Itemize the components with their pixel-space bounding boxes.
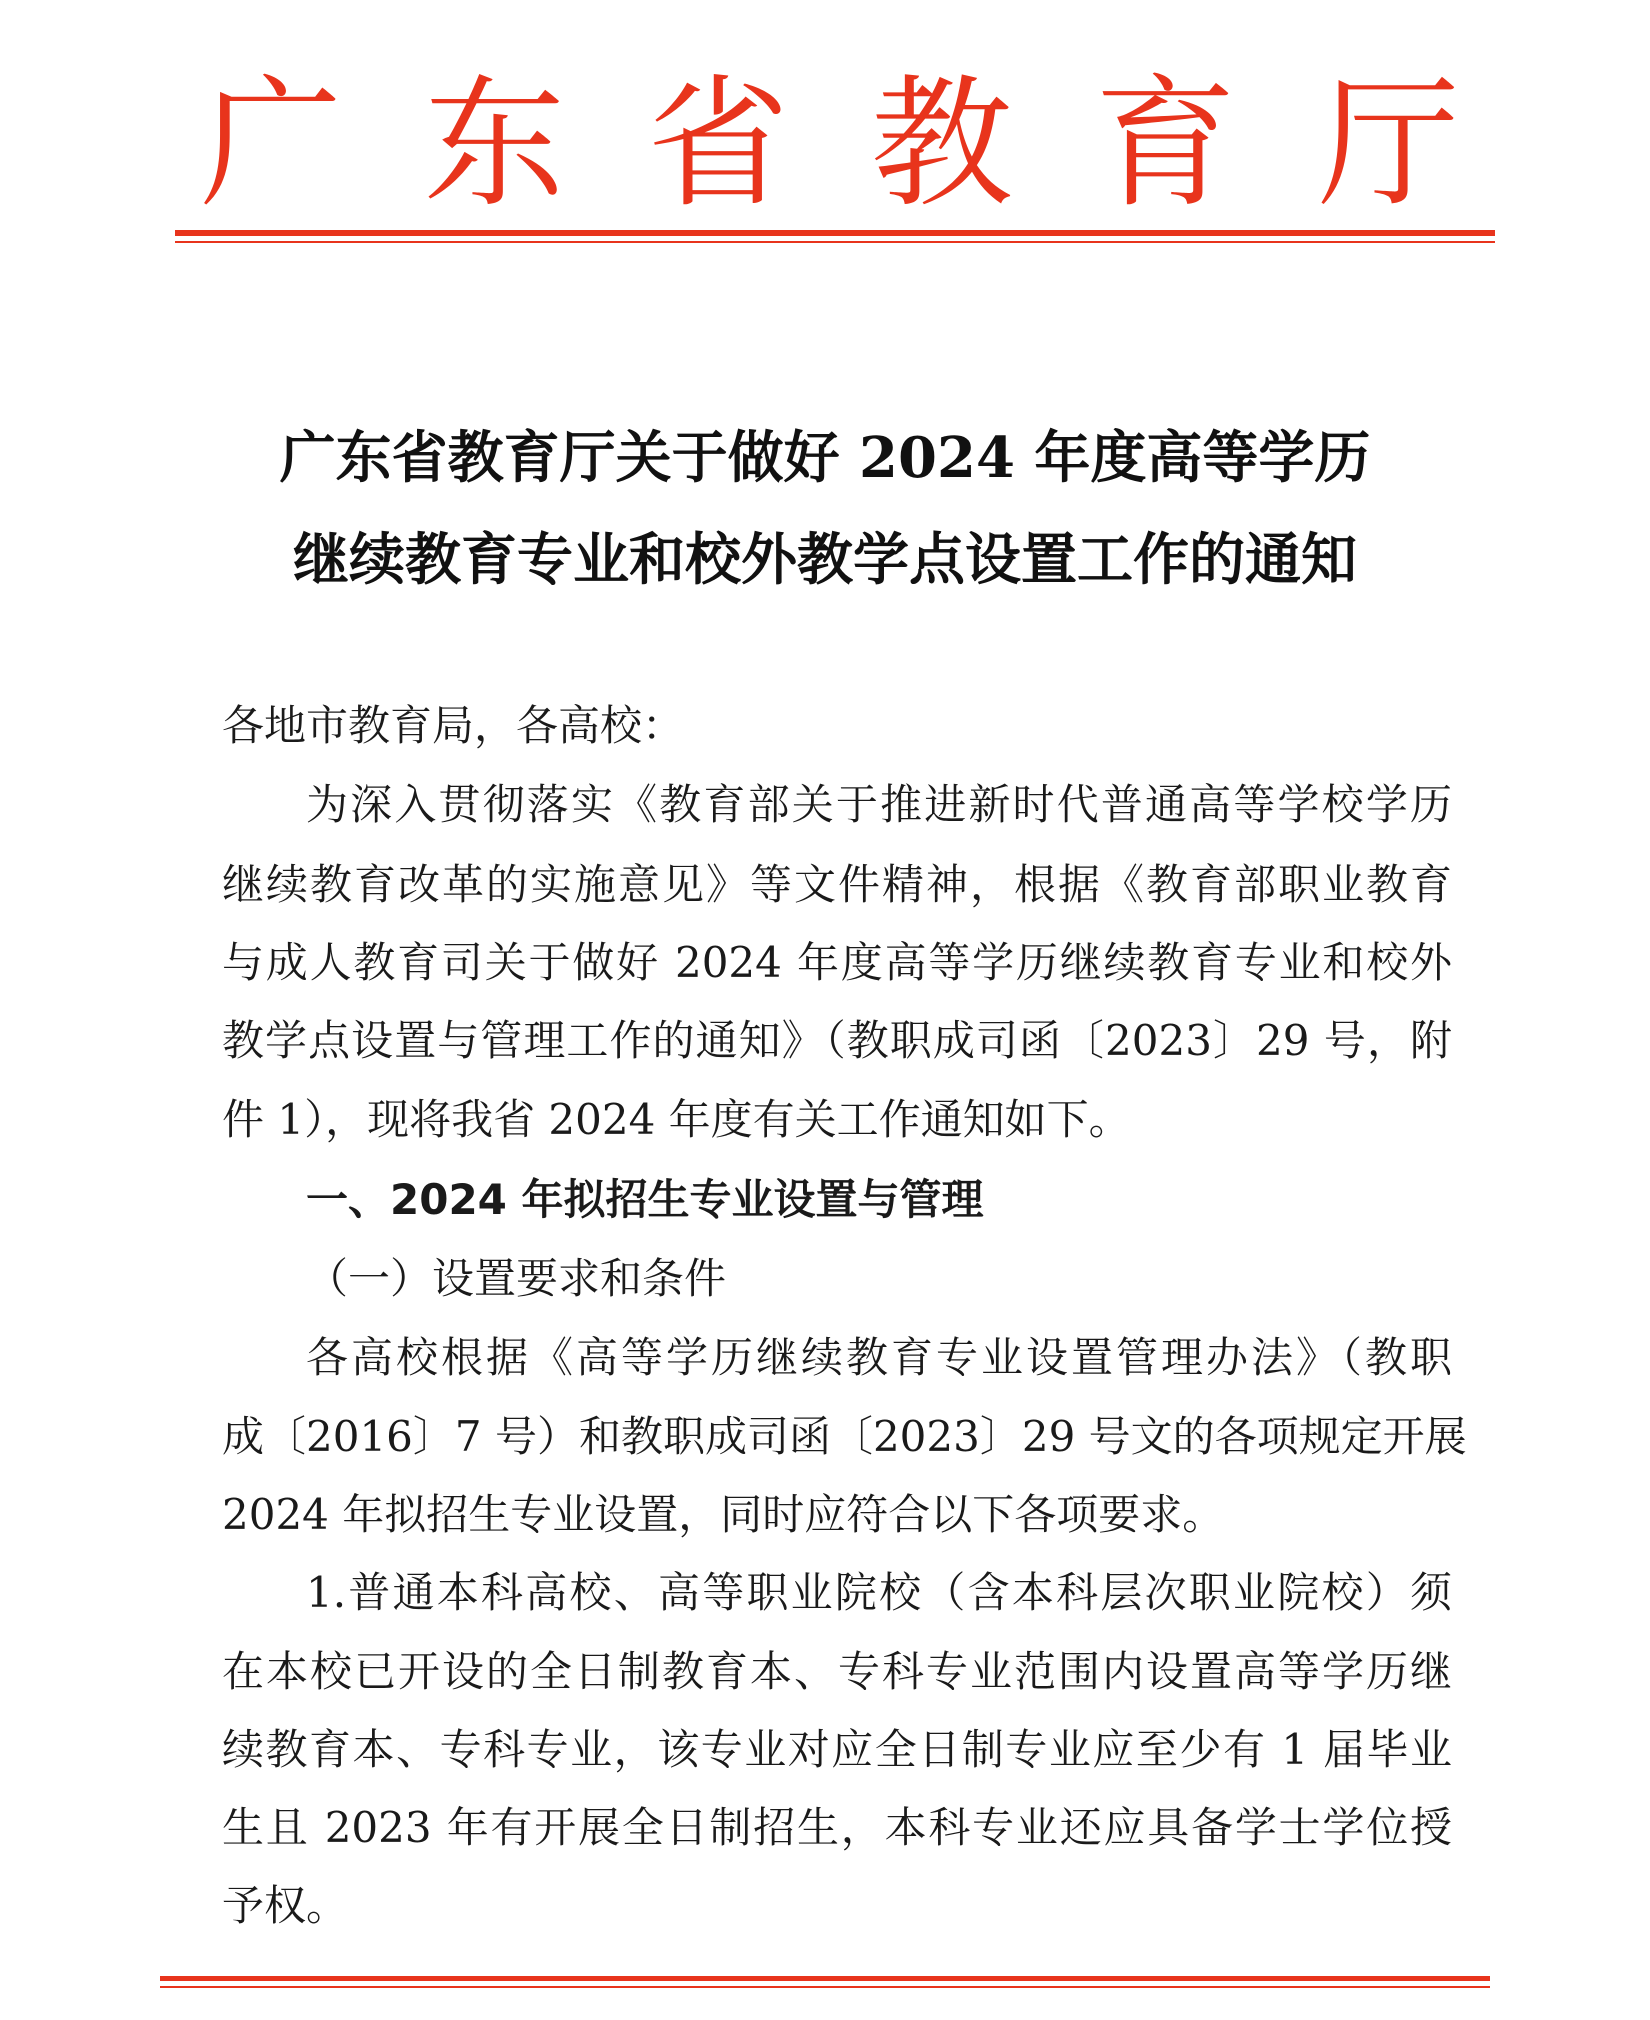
footer-rule-thick <box>160 1976 1490 1981</box>
letterhead <box>200 60 1460 230</box>
letterhead-char: 教 <box>870 62 1013 227</box>
paragraph-1-line: 为深入贯彻落实《教育部关于推进新时代普通高等学校学历 <box>306 780 1452 829</box>
paragraph-1-line: 与成人教育司关于做好 2024 年度高等学历继续教育专业和校外 <box>222 938 1452 987</box>
paragraph-2-line: 各高校根据《高等学历继续教育专业设置管理办法》（教职 <box>306 1333 1452 1382</box>
document-title-line-1: 广东省教育厅关于做好 2024 年度高等学历 <box>279 425 1371 491</box>
paragraph-1-line: 教学点设置与管理工作的通知》（教职成司函〔2023〕29 号，附 <box>222 1016 1452 1065</box>
letterhead-rule-thick <box>175 230 1495 236</box>
paragraph-1-line: 件 1），现将我省 2024 年度有关工作通知如下。 <box>222 1095 1131 1144</box>
paragraph-2-line: 成〔2016〕7 号）和教职成司函〔2023〕29 号文的各项规定开展 <box>222 1412 1467 1461</box>
letterhead-char: 厅 <box>1317 62 1460 227</box>
section-heading: 一、2024 年拟招生专业设置与管理 <box>306 1175 984 1224</box>
paragraph-3-line: 续教育本、专科专业，该专业对应全日制专业应至少有 1 届毕业 <box>222 1725 1452 1774</box>
letterhead-char: 东 <box>423 62 566 227</box>
salutation: 各地市教育局，各高校： <box>222 701 685 750</box>
paragraph-2-line: 2024 年拟招生专业设置，同时应符合以下各项要求。 <box>222 1490 1225 1539</box>
paragraph-1-line: 继续教育改革的实施意见》等文件精神，根据《教育部职业教育 <box>222 860 1452 909</box>
subsection-heading: （一）设置要求和条件 <box>306 1254 727 1303</box>
footer-rule-thin <box>160 1986 1490 1988</box>
document-title-line-2: 继续教育专业和校外教学点设置工作的通知 <box>293 527 1357 593</box>
paragraph-3-line: 予权。 <box>222 1881 349 1930</box>
paragraph-3-line: 生且 2023 年有开展全日制招生，本科专业还应具备学士学位授 <box>222 1803 1452 1852</box>
letterhead-char: 育 <box>1094 62 1237 227</box>
letterhead-rule-thin <box>175 241 1495 243</box>
letterhead-char: 省 <box>647 62 790 227</box>
paragraph-3-line: 在本校已开设的全日制教育本、专科专业范围内设置高等学历继 <box>222 1647 1452 1696</box>
letterhead-char: 广 <box>200 62 342 227</box>
paragraph-3-line: 1.普通本科高校、高等职业院校（含本科层次职业院校）须 <box>306 1568 1452 1617</box>
